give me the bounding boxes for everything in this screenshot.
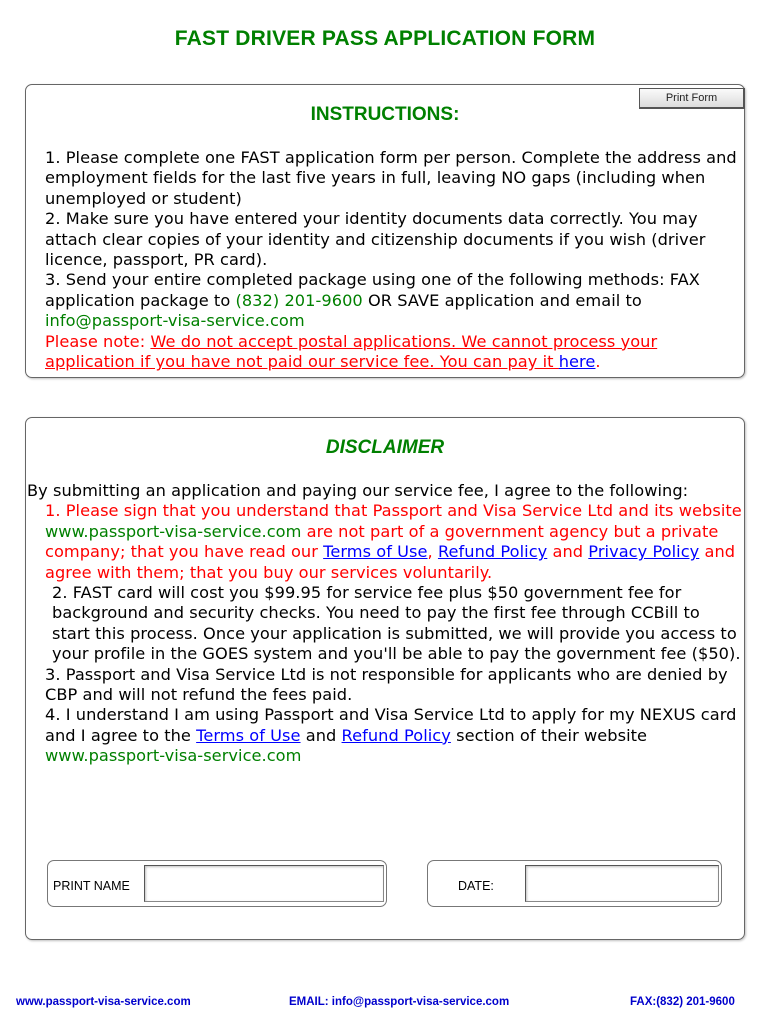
instructions-heading: INSTRUCTIONS: [310, 104, 460, 125]
print-name-input[interactable] [144, 865, 384, 902]
terms-of-use-link-2[interactable]: Terms of Use [196, 725, 301, 745]
fax-number: (832) 201-9600 [235, 290, 363, 310]
email-address: info@passport-visa-service.com [45, 311, 305, 331]
disclaimer-item-3: 3. Passport and Visa Service Ltd is not responsible for applicants who are denied by CBP and will not refund the fees paid. [45, 664, 728, 705]
note-label: Please note: [45, 331, 151, 351]
instruction-item-1: 1. Please complete one FAST application form per person. Complete the address and employment fields for the last five years in full, leaving NO gaps (including when unemployed or student) [45, 148, 737, 208]
disclaimer-item-2: 2. FAST card will cost you $99.95 for service fee plus $50 government fee for background and security checks. You need to pay the first fee through CCBill to start this process. Once your application is submitted, we will provide you access to your profile in the GOES system and you'll be able to pay the government fee ($50). [52, 583, 741, 664]
footer-website: www.passport-visa-service.com [16, 996, 191, 1008]
and-word: and [547, 542, 589, 562]
date-label: DATE: [458, 879, 494, 893]
disclaimer-item-4-mid: section of their website [450, 725, 648, 745]
print-name-box [47, 860, 387, 907]
print-name-label: PRINT NAME [53, 879, 130, 893]
date-input[interactable] [525, 865, 719, 902]
terms-of-use-link[interactable]: Terms of Use [323, 542, 428, 562]
instruction-item-3 [27, 270, 743, 331]
print-form-button[interactable]: Print Form [639, 88, 745, 109]
instruction-note [27, 332, 743, 373]
disclaimer-item-1-mid: are not part of a government agency but a private company; that you have read our [45, 521, 719, 562]
page-title: FAST DRIVER PASS APPLICATION FORM [174, 27, 596, 50]
disclaimer-item-4-text: 4. I understand I am using Passport and Visa Service Ltd to apply for my NEXUS card and I agree to the [45, 705, 737, 745]
refund-policy-link[interactable]: Refund Policy [437, 542, 548, 562]
disclaimer-text [27, 481, 743, 767]
footer-fax: FAX:(832) 201-9600 [630, 996, 735, 1008]
note-end: . [595, 352, 601, 372]
disclaimer-item-1-text: 1. Please sign that you understand that Passport and Visa Service Ltd and its website [45, 501, 742, 521]
privacy-policy-link[interactable]: Privacy Policy [588, 542, 700, 562]
footer-email: EMAIL: info@passport-visa-service.com [289, 996, 510, 1008]
disclaimer-item-1 [27, 501, 743, 583]
website-text: www.passport-visa-service.com [45, 521, 302, 541]
instructions-text [27, 148, 743, 372]
instruction-item-3-text: 3. Send your entire completed package using one of the following methods: FAX application package to [45, 270, 700, 310]
comma: , [427, 542, 438, 562]
instruction-item-2: 2. Make sure you have entered your identity documents data correctly. You may attach clear copies of your identity and citizenship documents if you wish (driver licence, passport, PR card). [45, 209, 706, 270]
pay-here-link[interactable]: here [558, 352, 596, 372]
disclaimer-item-4 [27, 705, 743, 766]
and-word-2: and [300, 725, 342, 745]
disclaimer-intro: By submitting an application and paying our service fee, I agree to the following: [27, 481, 689, 500]
note-body: We do not accept postal applications. We cannot process your application if you have not paid our service fee. You can pay it [45, 331, 658, 372]
website-text-2: www.passport-visa-service.com [45, 746, 302, 766]
disclaimer-heading: DISCLAIMER [325, 437, 445, 458]
date-box [427, 860, 722, 907]
instruction-item-3-mid: OR SAVE application and email to [362, 290, 642, 310]
refund-policy-link-2[interactable]: Refund Policy [341, 725, 451, 745]
disclaimer-item-1-end: and agree with them; that you buy our services voluntarily. [45, 542, 736, 582]
